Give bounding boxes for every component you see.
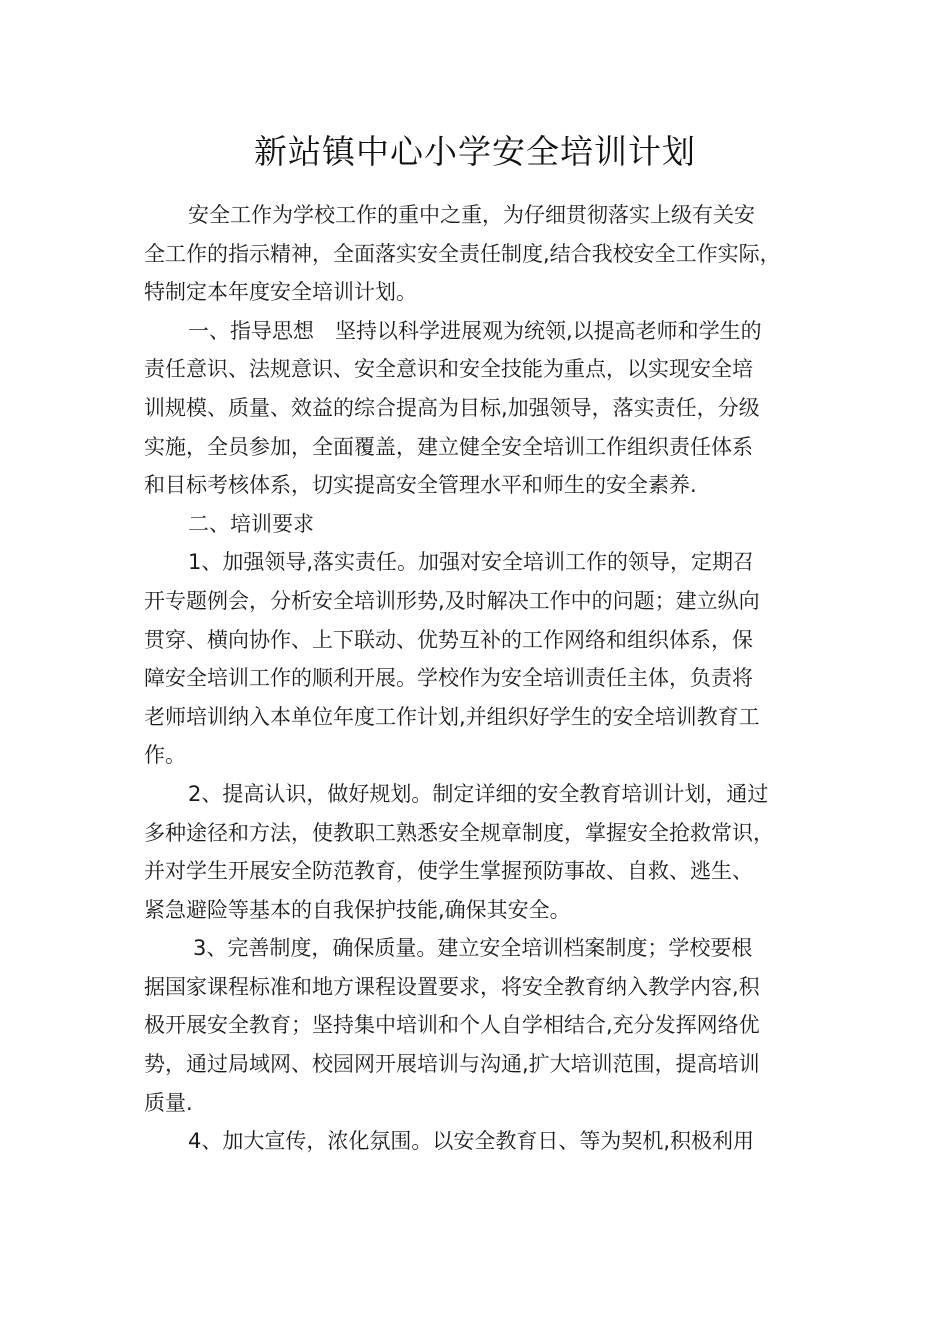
text-line: 贯穿、横向协作、上下联动、优势互补的工作网络和组织体系，保 — [144, 627, 753, 652]
text-line: 1、加强领导,落实责任。加强对安全培训工作的领导，定期召 — [188, 550, 755, 575]
text-line: 实施，全员参加，全面覆盖，建立健全安全培训工作组织责任体系 — [144, 434, 753, 459]
text-line: 极开展安全教育；坚持集中培训和个人自学相结合,充分发挥网络优 — [144, 1013, 760, 1038]
text-line: 全工作的指示精神，全面落实安全责任制度,结合我校安全工作实际， — [144, 241, 781, 266]
text-line: 4、加大宣传，浓化氛围。以安全教育日、等为契机,积极利用 — [188, 1129, 755, 1154]
text-line: 势，通过局域网、校园网开展培训与沟通,扩大培训范围，提高培训 — [144, 1052, 760, 1077]
text-line: 一、指导思想 坚持以科学进展观为统领,以提高老师和学生的 — [188, 318, 762, 343]
text-line: 质量. — [144, 1090, 193, 1115]
text-line: 障安全培训工作的顺利开展。学校作为安全培训责任主体，负责将 — [144, 666, 753, 691]
text-line: 开专题例会，分析安全培训形势,及时解决工作中的问题；建立纵向 — [144, 588, 760, 613]
text-line: 并对学生开展安全防范教育，使学生掌握预防事故、自救、逃生、 — [144, 859, 753, 884]
text-line: 和目标考核体系，切实提高安全管理水平和师生的安全素养. — [144, 473, 697, 498]
text-line: 紧急避险等基本的自我保护技能,确保其安全。 — [144, 897, 571, 922]
text-line: 3、完善制度，确保质量。建立安全培训档案制度；学校要根 — [193, 936, 753, 961]
text-line: 2、提高认识，做好规划。制定详细的安全教育培训计划，通过 — [188, 781, 769, 806]
text-line: 作。 — [144, 743, 186, 768]
text-line: 安全工作为学校工作的重中之重，为仔细贯彻落实上级有关安 — [188, 203, 755, 227]
text-line: 多种途径和方法，使教职工熟悉安全规章制度，掌握安全抢救常识， — [144, 820, 774, 845]
document-body — [144, 196, 812, 1161]
section-heading: 二、培训要求 — [188, 511, 314, 536]
text-line: 责任意识、法规意识、安全意识和安全技能为重点，以实现安全培 — [144, 357, 753, 382]
text-line: 老师培训纳入本单位年度工作计划,并组织好学生的安全培训教育工 — [144, 704, 760, 729]
text-line: 训规模、质量、效益的综合提高为目标,加强领导，落实责任，分级 — [144, 395, 760, 420]
document-title: 新站镇中心小学安全培训计划 — [254, 132, 696, 171]
text-line: 特制定本年度安全培训计划。 — [144, 280, 417, 305]
text-line: 据国家课程标准和地方课程设置要求，将安全教育纳入教学内容,积 — [144, 974, 760, 999]
